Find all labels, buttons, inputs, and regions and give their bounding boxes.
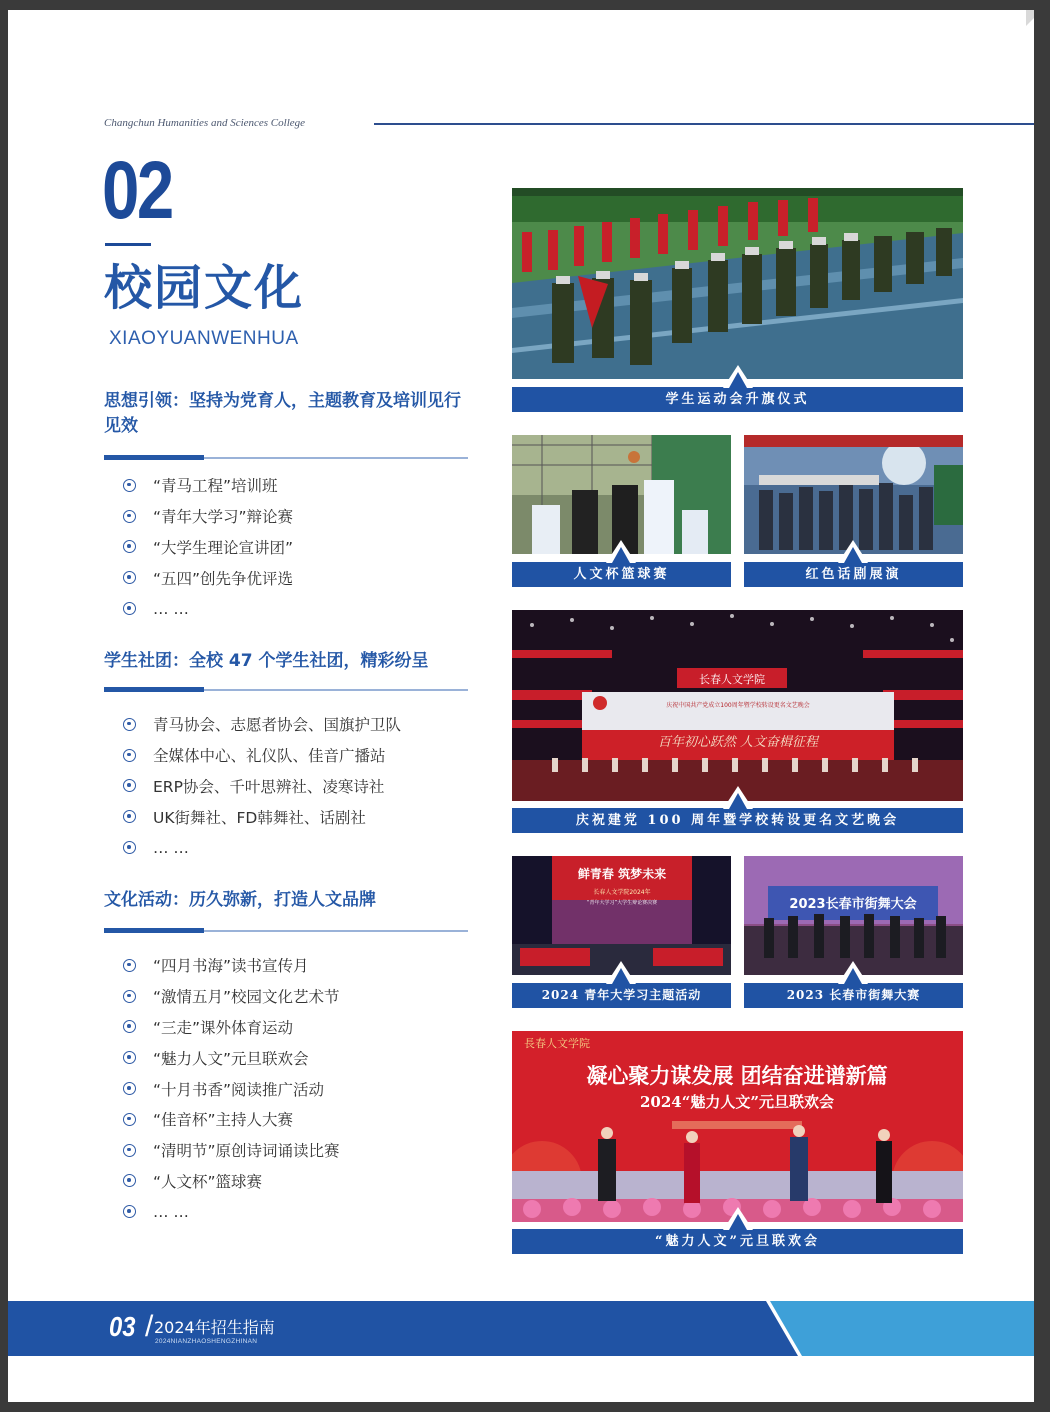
target-bullet-icon: [123, 1174, 136, 1187]
new-year-subhead: 2024“魅力人文”元旦联欢会: [639, 1093, 835, 1111]
list-item: “十月书香”阅读推广活动: [123, 1073, 340, 1104]
list-item: … …: [123, 593, 293, 624]
list-item: “佳音杯”主持人大赛: [123, 1104, 340, 1135]
section-number: 02: [102, 145, 172, 236]
ideology-list: [123, 470, 293, 624]
target-bullet-icon: [123, 1082, 136, 1095]
list-item: “青马工程”培训班: [123, 470, 293, 501]
brochure-page: [8, 10, 1034, 1402]
list-item: 全媒体中心、礼仪队、佳音广播站: [123, 740, 401, 771]
target-bullet-icon: [123, 1113, 136, 1126]
clubs-list: [123, 709, 401, 863]
list-item: “魅力人文”元旦联欢会: [123, 1042, 340, 1073]
target-bullet-icon: [123, 749, 136, 762]
target-bullet-icon: [123, 841, 136, 854]
new-year-headline: 凝心聚力谋发展 团结奋进谱新篇: [586, 1064, 888, 1088]
photo-red-drama: [744, 435, 963, 554]
block-heading-ideology: 思想引领：坚持为党育人，主题教育及培训见行见效: [104, 391, 461, 436]
college-name: Changchun Humanities and Sciences College: [104, 117, 306, 129]
caption-pointer: [723, 1207, 753, 1230]
target-bullet-icon: [123, 990, 136, 1003]
caption-basketball: 人文杯篮球赛: [512, 562, 731, 587]
target-bullet-icon: [123, 1020, 136, 1033]
photo-gala: [512, 610, 963, 801]
target-bullet-icon: [123, 1144, 136, 1157]
list-item: … …: [123, 1196, 340, 1227]
block-heading-activities: 文化活动：历久弥新，打造人文品牌: [104, 890, 376, 910]
list-item: “青年大学习”辩论赛: [123, 501, 293, 532]
youth-screen-title: 鲜青春 筑梦未来: [577, 867, 667, 881]
caption-red-drama: 红色话剧展演: [744, 562, 963, 587]
list-item: … …: [123, 832, 401, 863]
youth-screen-line1: 长春人文学院2024年: [593, 889, 651, 896]
block-rule: [104, 457, 468, 459]
list-item: UK街舞社、FD韩舞社、话剧社: [123, 801, 401, 832]
target-bullet-icon: [123, 540, 136, 553]
list-item: “人文杯”篮球赛: [123, 1166, 340, 1197]
list-item: “五四”创先争优评选: [123, 562, 293, 593]
photo-youth-study: [512, 856, 731, 975]
page-curl: [1026, 10, 1034, 26]
new-year-school-logo: 長春人文学院: [524, 1037, 590, 1050]
caption-pointer: [838, 961, 868, 984]
caption-flag-ceremony: 学生运动会升旗仪式: [512, 387, 963, 412]
block-rule: [104, 930, 468, 932]
target-bullet-icon: [123, 479, 136, 492]
caption-gala: 庆祝建党 100 周年暨学校转设更名文艺晚会: [512, 808, 963, 833]
footer-slash: /: [145, 1310, 154, 1343]
photo-flag-ceremony: [512, 188, 963, 379]
target-bullet-icon: [123, 510, 136, 523]
list-item: ERP协会、千叶思辨社、凌寒诗社: [123, 771, 401, 802]
gala-sign: 长春人文学院: [699, 673, 765, 686]
photo-new-year-gala: [512, 1031, 963, 1222]
section-number-underline: [105, 243, 151, 246]
target-bullet-icon: [123, 810, 136, 823]
caption-pointer: [606, 961, 636, 984]
caption-pointer: [838, 540, 868, 563]
list-item: “清明节”原创诗词诵读比赛: [123, 1135, 340, 1166]
list-item: “四月书海”读书宣传月: [123, 950, 340, 981]
list-item: “激情五月”校园文化艺术节: [123, 981, 340, 1012]
target-bullet-icon: [123, 1051, 136, 1064]
section-pinyin: XIAOYUANWENHUA: [109, 328, 299, 349]
list-item: “三走”课外体育运动: [123, 1012, 340, 1043]
gala-slogan: 百年初心跃然 人文奋楫征程: [657, 735, 819, 750]
footer-title: 2024年招生指南: [154, 1318, 275, 1337]
block-heading-clubs: 学生社团：全校 47 个学生社团，精彩纷呈: [104, 651, 429, 671]
caption-street-dance: 2023 长春市街舞大赛: [744, 983, 963, 1008]
target-bullet-icon: [123, 571, 136, 584]
dance-screen-title: 2023长春市街舞大会: [789, 897, 917, 912]
section-title: 校园文化: [104, 260, 305, 316]
target-bullet-icon: [123, 779, 136, 792]
target-bullet-icon: [123, 959, 136, 972]
gala-banner: 庆祝中国共产党成立100周年暨学校转设更名文艺晚会: [666, 702, 810, 709]
caption-pointer: [606, 540, 636, 563]
list-item: 青马协会、志愿者协会、国旗护卫队: [123, 709, 401, 740]
caption-youth-study: 2024 青年大学习主题活动: [512, 983, 731, 1008]
caption-new-year-gala: “魅力人文”元旦联欢会: [512, 1229, 963, 1254]
photo-basketball: [512, 435, 731, 554]
list-item: “大学生理论宣讲团”: [123, 532, 293, 563]
page-number: 03: [109, 1311, 136, 1342]
footer-subtitle: 2024NIANZHAOSHENGZHINAN: [155, 1338, 258, 1345]
caption-pointer: [723, 365, 753, 388]
target-bullet-icon: [123, 718, 136, 731]
target-bullet-icon: [123, 1205, 136, 1218]
youth-screen-line2: “青年大学习”大学生辩论赛决赛: [586, 900, 658, 906]
target-bullet-icon: [123, 602, 136, 615]
footer-accent-band: [770, 1301, 1034, 1356]
block-rule: [104, 689, 468, 691]
photo-street-dance: [744, 856, 963, 975]
caption-pointer: [723, 786, 753, 809]
header-rule: [374, 123, 1034, 125]
activities-list: [123, 950, 340, 1227]
